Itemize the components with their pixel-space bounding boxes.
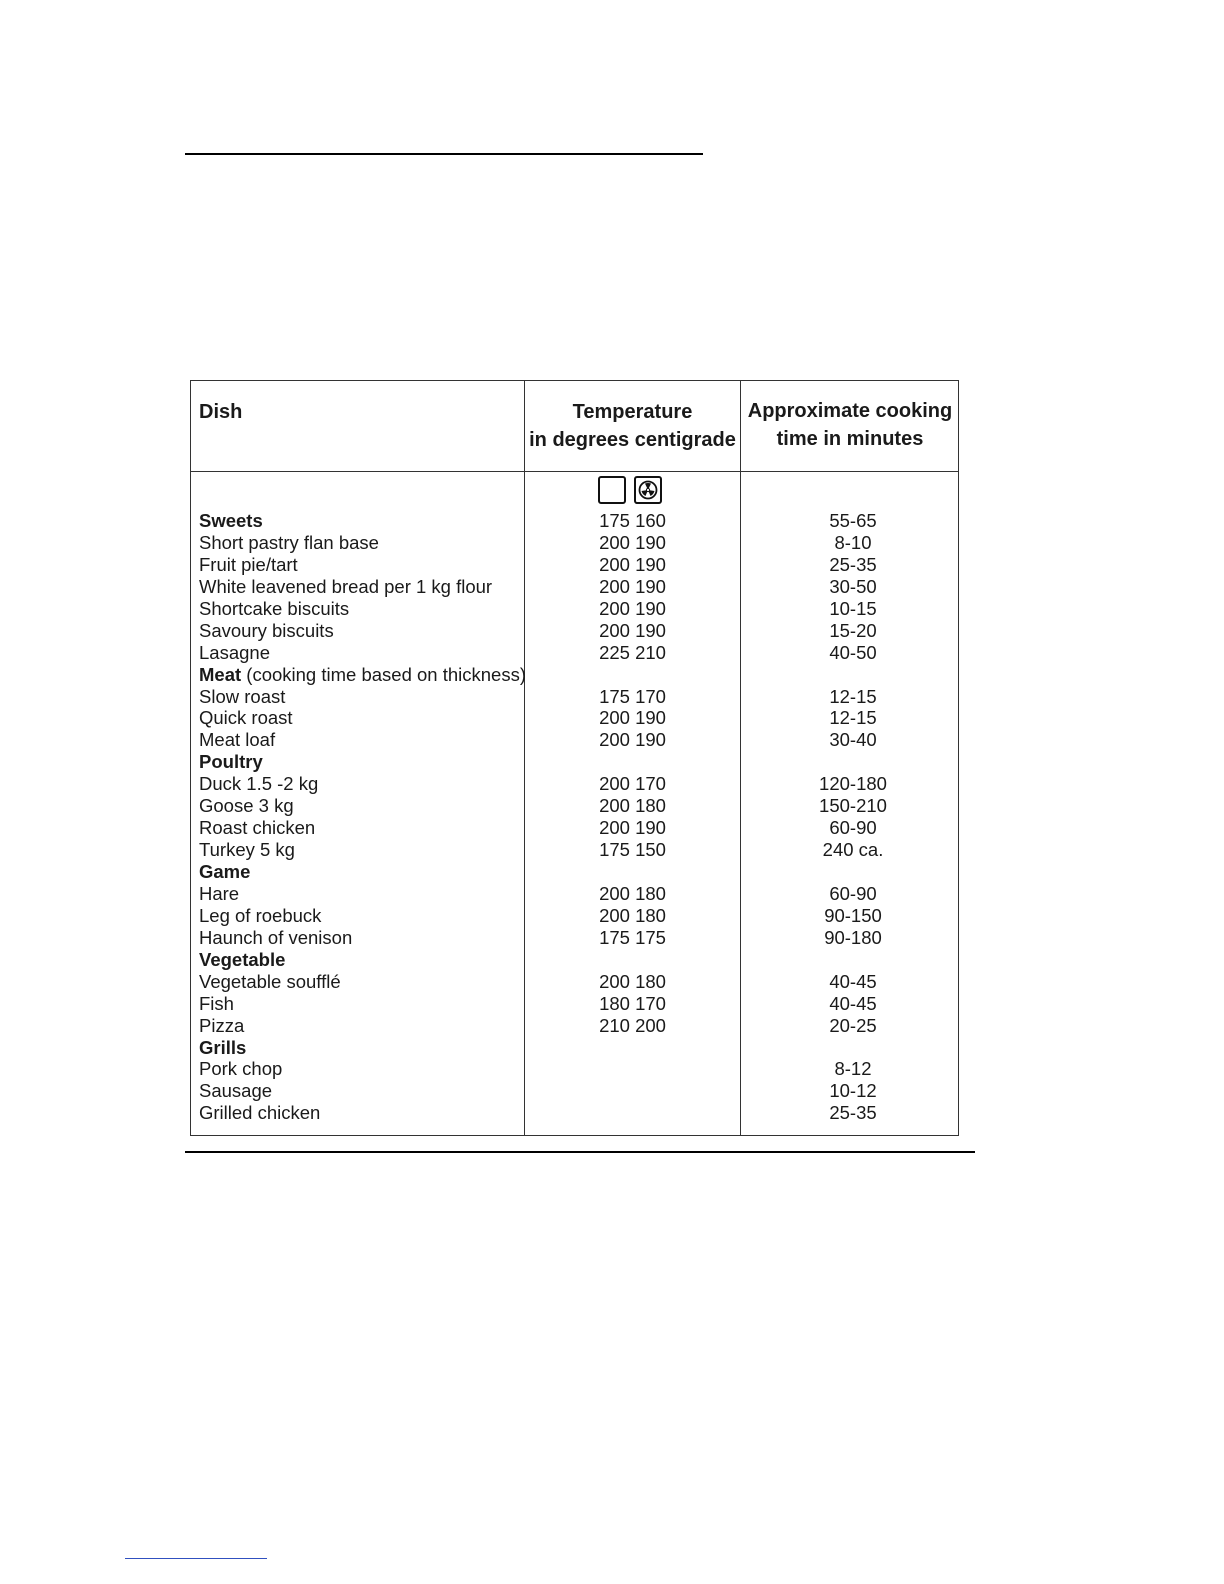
table-row [191, 664, 958, 686]
header-divider [191, 471, 958, 472]
dish-cell [199, 664, 526, 686]
table-row [191, 971, 958, 993]
table-row [191, 861, 958, 883]
table-row [191, 839, 958, 861]
header-time-line1: Approximate cooking [747, 400, 953, 422]
table-row [191, 598, 958, 620]
cooking-time-cell: 12-15 [829, 707, 877, 729]
cooking-time-cell: 55-65 [829, 510, 877, 531]
cooking-time-cell: 90-180 [824, 926, 882, 948]
temperature-cell: 200 190 [599, 531, 666, 553]
dish-cell [199, 817, 315, 839]
dish-cell [199, 510, 263, 532]
dish-name: Fruit pie/tart [199, 553, 298, 575]
temperature-cell: 200 180 [599, 882, 666, 904]
dish-name: Hare [199, 882, 240, 904]
table-row [191, 642, 958, 664]
fan-oven-icon [634, 476, 662, 504]
table-row [191, 751, 958, 773]
cooking-time-cell: 10-15 [829, 597, 877, 619]
oven-mode-icons [598, 476, 662, 508]
dish-name: Pizza [199, 1014, 245, 1036]
dish-cell [199, 686, 285, 708]
table-row [191, 817, 958, 839]
temperature-cell: 175 175 [599, 926, 666, 948]
temperature-cell: 200 190 [599, 575, 666, 597]
dish-cell [199, 949, 285, 971]
table-row [191, 993, 958, 1015]
dish-name: Quick roast [199, 707, 293, 729]
temperature-cell: 175 170 [599, 685, 666, 707]
header-temperature [525, 398, 740, 454]
table-row [191, 949, 958, 971]
dish-name: Lasagne [199, 641, 270, 663]
dish-cell [199, 839, 295, 861]
cooking-time-cell: 40-45 [829, 970, 877, 992]
dish-cell [199, 1015, 244, 1037]
dish-cell [199, 642, 270, 664]
cooking-time-cell: 25-35 [829, 553, 877, 575]
table-row [191, 1080, 958, 1102]
cooking-time-cell: 240 ca. [822, 839, 884, 861]
table-row [191, 686, 958, 708]
cooking-time-cell: 20-25 [829, 1014, 877, 1036]
dish-cell [199, 927, 352, 949]
bottom-rule [185, 1151, 975, 1153]
cooking-time-cell: 8-12 [834, 1058, 872, 1080]
table-row [191, 905, 958, 927]
temperature-cell: 200 190 [599, 553, 666, 575]
category-heading: Game [199, 861, 251, 882]
cooking-time-cell: 40-45 [829, 992, 877, 1014]
dish-name: Savoury biscuits [199, 619, 334, 641]
dish-cell [199, 751, 263, 773]
dish-name: Sausage [199, 1080, 273, 1102]
dish-name: Duck 1.5 -2 kg [199, 773, 319, 795]
dish-name: Goose 3 kg [199, 795, 294, 817]
temperature-cell: 200 190 [599, 597, 666, 619]
dish-cell [199, 795, 294, 817]
table-row [191, 576, 958, 598]
table-row [191, 1015, 958, 1037]
category-heading: Meat [199, 663, 242, 685]
temperature-cell: 175 150 [599, 839, 666, 861]
temperature-cell: 200 180 [599, 970, 666, 992]
cooking-time-cell: 30-40 [829, 729, 877, 751]
temperature-cell: 180 170 [599, 992, 666, 1014]
table-row [191, 1102, 958, 1124]
dish-cell [199, 554, 298, 576]
temperature-cell: 210 200 [599, 1014, 666, 1036]
temperature-cell: 200 180 [599, 904, 666, 926]
dish-cell [199, 1080, 272, 1102]
cooking-time-cell: 150-210 [819, 795, 887, 817]
temperature-cell: 200 190 [599, 729, 666, 751]
dish-name: Roast chicken [199, 817, 316, 839]
header-time-line2: time in minutes [776, 428, 924, 450]
table-row [191, 773, 958, 795]
header-temperature-line1: Temperature [572, 401, 693, 423]
dish-name: Haunch of venison [199, 926, 353, 948]
dish-note: (cooking time based on thickness) [241, 663, 526, 685]
cooking-time-cell: 30-50 [829, 575, 877, 597]
cooking-table [190, 380, 959, 1136]
dish-cell [199, 971, 341, 993]
header-dish: Dish [199, 401, 243, 423]
cooking-time-cell: 8-10 [834, 531, 872, 553]
dish-cell [199, 707, 293, 729]
conventional-oven-icon [598, 476, 626, 504]
temperature-cell: 175 160 [599, 510, 666, 531]
dish-cell [199, 905, 321, 927]
table-row [191, 707, 958, 729]
category-heading: Vegetable [199, 948, 286, 970]
dish-name: Pork chop [199, 1058, 283, 1080]
dish-name: Fish [199, 992, 234, 1014]
dish-cell [199, 993, 234, 1015]
cooking-time-cell: 60-90 [829, 817, 877, 839]
dish-cell [199, 620, 334, 642]
category-heading: Poultry [199, 751, 263, 773]
dish-cell [199, 729, 275, 751]
dish-name: Vegetable soufflé [199, 970, 341, 992]
cooking-time-cell: 60-90 [829, 882, 877, 904]
dish-cell [199, 598, 349, 620]
category-heading: Grills [199, 1036, 247, 1058]
dish-name: Slow roast [199, 685, 286, 707]
dish-name: Grilled chicken [199, 1102, 321, 1124]
table-row [191, 795, 958, 817]
footer-rule [125, 1558, 267, 1559]
temperature-cell: 200 190 [599, 817, 666, 839]
table-row [191, 510, 958, 532]
dish-name: Meat loaf [199, 729, 276, 751]
dish-cell [199, 861, 250, 883]
table-row [191, 1058, 958, 1080]
dish-cell [199, 883, 239, 905]
table-body [191, 510, 958, 1124]
temperature-cell: 200 170 [599, 773, 666, 795]
dish-cell [199, 532, 379, 554]
temperature-cell: 225 210 [599, 641, 666, 663]
dish-cell [199, 773, 318, 795]
table-row [191, 1037, 958, 1059]
dish-name: Turkey 5 kg [199, 839, 295, 861]
dish-name: Leg of roebuck [199, 904, 322, 926]
top-rule [185, 153, 703, 155]
table-row [191, 620, 958, 642]
dish-cell [199, 1037, 246, 1059]
cooking-time-cell: 15-20 [829, 619, 877, 641]
cooking-time-cell: 10-12 [829, 1080, 877, 1102]
cooking-time-cell: 40-50 [829, 641, 877, 663]
table-row [191, 532, 958, 554]
dish-cell [199, 576, 492, 598]
header-cooking-time [741, 397, 959, 453]
cooking-time-cell: 90-150 [824, 904, 882, 926]
table-row [191, 927, 958, 949]
dish-cell [199, 1102, 320, 1124]
temperature-cell: 200 190 [599, 619, 666, 641]
table-row [191, 729, 958, 751]
cooking-time-cell: 120-180 [819, 773, 887, 795]
table-row [191, 554, 958, 576]
cooking-time-cell: 12-15 [829, 685, 877, 707]
temperature-cell: 200 180 [599, 795, 666, 817]
dish-name: Shortcake biscuits [199, 597, 350, 619]
table-row [191, 883, 958, 905]
dish-name: White leavened bread per 1 kg flour [199, 575, 493, 597]
category-heading: Sweets [199, 510, 263, 531]
cooking-time-cell: 25-35 [829, 1102, 877, 1124]
dish-cell [199, 1058, 282, 1080]
dish-name: Short pastry flan base [199, 531, 379, 553]
temperature-cell: 200 190 [599, 707, 666, 729]
header-temperature-line2: in degrees centigrade [529, 429, 736, 451]
